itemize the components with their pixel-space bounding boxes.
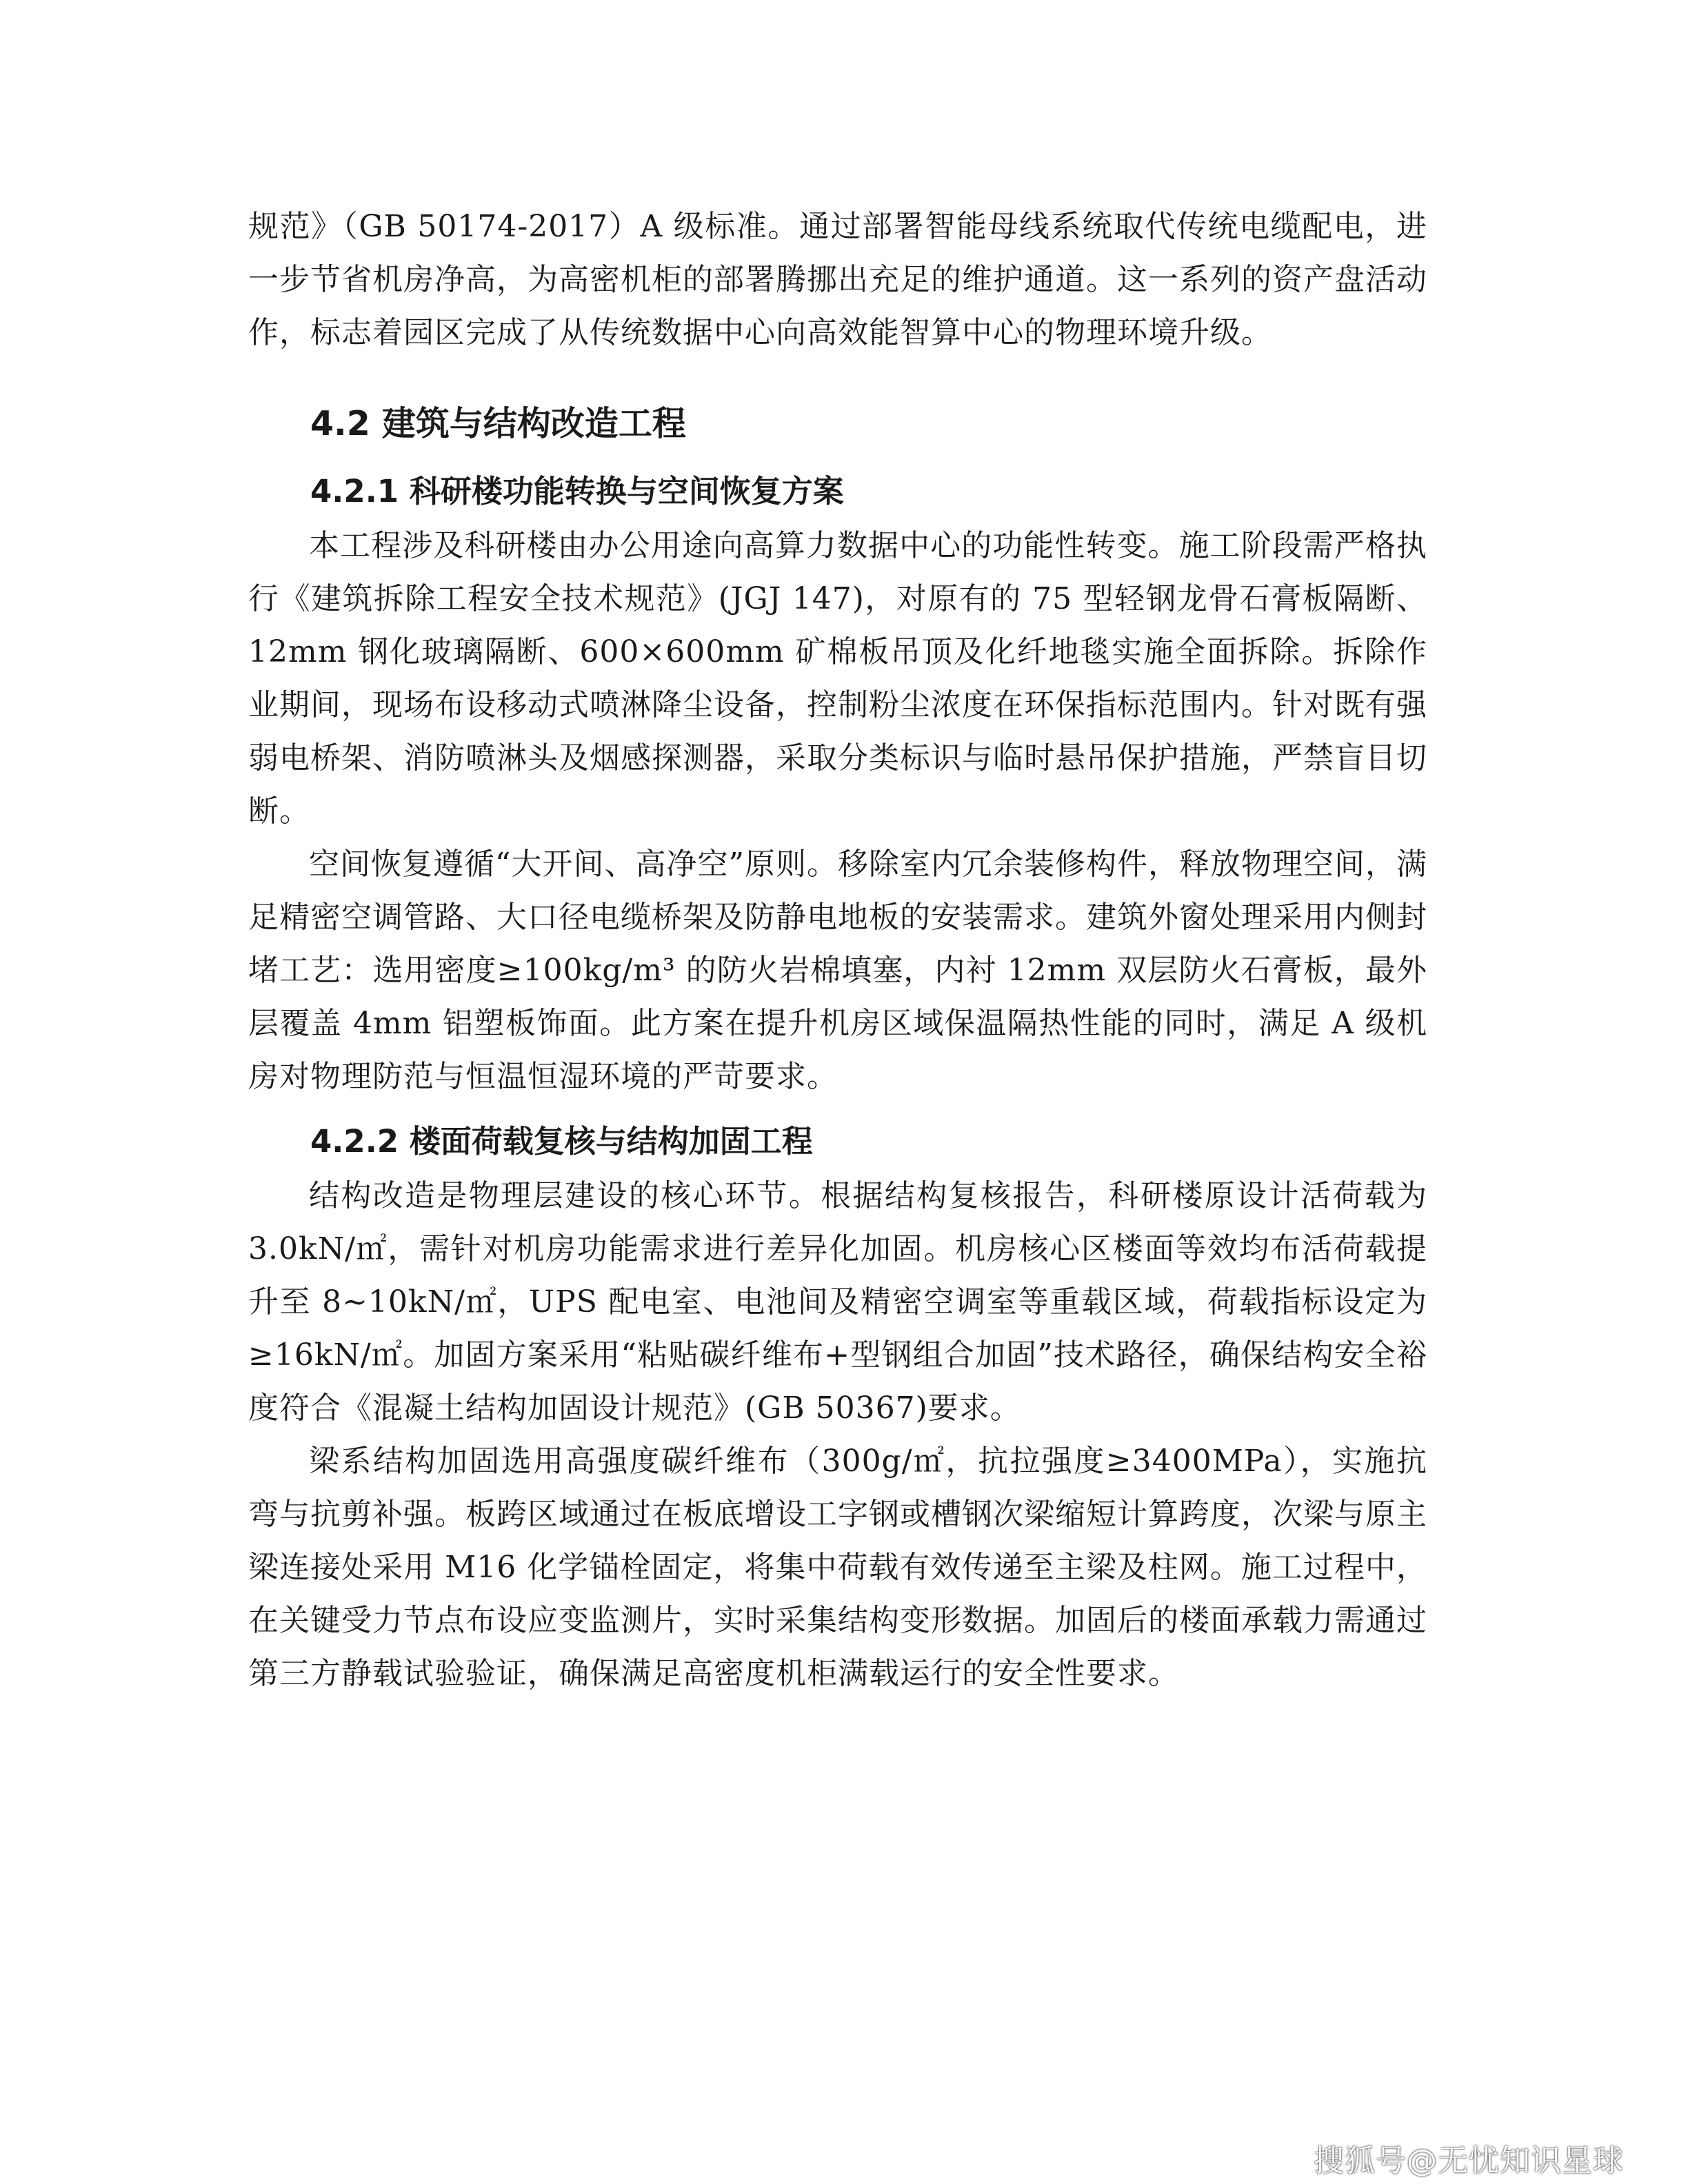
- body-paragraph: 梁系结构加固选用高强度碳纤维布（300g/㎡，抗拉强度≥3400MPa），实施抗弯与抗剪补强。板跨区域通过在板底增设工字钢或槽钢次梁缩短计算跨度，次梁与原主梁连接处采用 M16 化学锚栓固定，将集中荷载有效传递至主梁及柱网。施工过程中，在关键受力节点布设应变监测片，实时采集结构变形数据。加固后的楼面承载力需通过第三方静载试验验证，确保满足高密度机柜满载运行的安全性要求。: [248, 1444, 1427, 1691]
- body-paragraph: 本工程涉及科研楼由办公用途向高算力数据中心的功能性转变。施工阶段需严格执行《建筑拆除工程安全技术规范》(JGJ 147)，对原有的 75 型轻钢龙骨石膏板隔断、12mm 钢化玻璃隔断、600×600mm 矿棉板吊顶及化纤地毯实施全面拆除。拆除作业期间，现场布设移动式喷淋降尘设备，控制粉尘浓度在环保指标范围内。针对既有强弱电桥架、消防喷淋头及烟感探测器，采取分类标识与临时悬吊保护措施，严禁盲目切断。: [248, 528, 1427, 829]
- document-page: [248, 200, 1427, 1700]
- body-paragraph: 空间恢复遵循“大开间、高净空”原则。移除室内冗余装修构件，释放物理空间，满足精密空调管路、大口径电缆桥架及防静电地板的安装需求。建筑外窗处理采用内侧封堵工艺：选用密度≥100kg/m³ 的防火岩棉填塞，内衬 12mm 双层防火石膏板，最外层覆盖 4mm 铝塑板饰面。此方案在提升机房区域保温隔热性能的同时，满足 A 级机房对物理防范与恒温恒湿环境的严苛要求。: [248, 847, 1427, 1094]
- intro-paragraph: 规范》（GB 50174-2017）A 级标准。通过部署智能母线系统取代传统电缆配电，进一步节省机房净高，为高密机柜的部署腾挪出充足的维护通道。这一系列的资产盘活动作，标志着园区完成了从传统数据中心向高效能智算中心的物理环境升级。: [248, 209, 1427, 350]
- subsection-heading-4-2-2: 4.2.2 楼面荷载复核与结构加固工程: [310, 1123, 813, 1160]
- watermark: 搜狐号@无忧知识星球: [1314, 2143, 1624, 2178]
- body-paragraph: 结构改造是物理层建设的核心环节。根据结构复核报告，科研楼原设计活荷载为 3.0kN/㎡，需针对机房功能需求进行差异化加固。机房核心区楼面等效均布活荷载提升至 8~10kN/㎡，UPS 配电室、电池间及精密空调室等重载区域，荷载指标设定为≥16kN/㎡。加固方案采用“粘贴碳纤维布+型钢组合加固”技术路径，确保结构安全裕度符合《混凝土结构加固设计规范》(GB 50367)要求。: [248, 1178, 1427, 1426]
- subsection-heading-4-2-1: 4.2.1 科研楼功能转换与空间恢复方案: [310, 473, 844, 509]
- section-heading-4-2: 4.2 建筑与结构改造工程: [310, 404, 686, 443]
